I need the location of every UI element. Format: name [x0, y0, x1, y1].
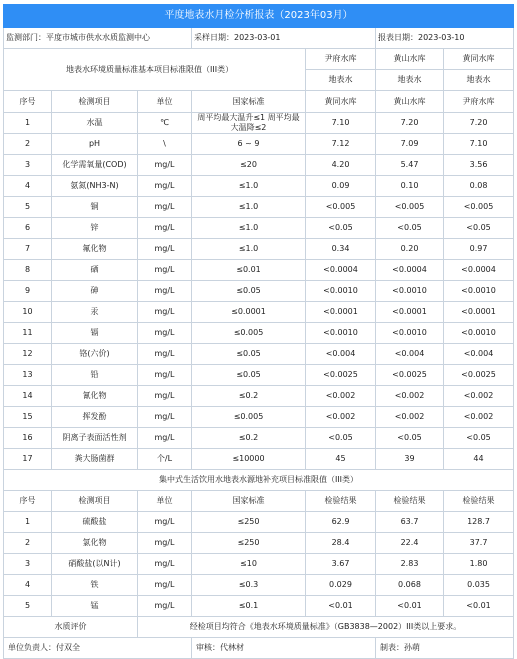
- table-cell: 2: [4, 134, 52, 155]
- table-cell: 化学需氧量(COD): [52, 155, 138, 176]
- table-cell: mg/L: [138, 512, 192, 533]
- table-cell: 5: [4, 596, 52, 617]
- report-title: 平度地表水月检分析报表（2023年03月）: [4, 5, 514, 28]
- table-cell: 3: [4, 155, 52, 176]
- table-cell: ≤0.05: [192, 365, 306, 386]
- table-cell: ≤0.2: [192, 428, 306, 449]
- table-cell: 粪大肠菌群: [52, 449, 138, 470]
- site-name-2: 黄山水库: [376, 49, 444, 70]
- table-cell: <0.0025: [306, 365, 376, 386]
- table-cell: ≤0.0001: [192, 302, 306, 323]
- table-cell: 铁: [52, 575, 138, 596]
- table-cell: mg/L: [138, 218, 192, 239]
- table-cell: <0.0025: [376, 365, 444, 386]
- table-cell: 22.4: [376, 533, 444, 554]
- table-cell: mg/L: [138, 365, 192, 386]
- table-cell: 0.035: [444, 575, 514, 596]
- site-type-2: 地表水: [376, 70, 444, 91]
- table-cell: 7.09: [376, 134, 444, 155]
- table-cell: 0.08: [444, 176, 514, 197]
- preparer: 制表：孙萌: [376, 638, 514, 659]
- table-cell: 39: [376, 449, 444, 470]
- table-cell: <0.0004: [444, 260, 514, 281]
- table-cell: 镉: [52, 323, 138, 344]
- table-cell: 7.10: [306, 113, 376, 134]
- table-cell: <0.0010: [376, 323, 444, 344]
- table-cell: \: [138, 134, 192, 155]
- table-cell: 0.10: [376, 176, 444, 197]
- table-cell: <0.01: [444, 596, 514, 617]
- table-row: [4, 575, 514, 596]
- column-header: 检验结果: [306, 491, 376, 512]
- table-cell: <0.004: [444, 344, 514, 365]
- table-cell: <0.0001: [306, 302, 376, 323]
- column-header: 检验结果: [376, 491, 444, 512]
- table-cell: 5.47: [376, 155, 444, 176]
- table-cell: <0.0004: [306, 260, 376, 281]
- report-table: [3, 4, 514, 659]
- table-cell: <0.002: [444, 386, 514, 407]
- table-cell: <0.002: [376, 386, 444, 407]
- table-cell: <0.0010: [444, 281, 514, 302]
- table-cell: <0.01: [376, 596, 444, 617]
- table-cell: 3.56: [444, 155, 514, 176]
- table-cell: <0.005: [444, 197, 514, 218]
- table-cell: mg/L: [138, 176, 192, 197]
- site-type-1: 地表水: [306, 70, 376, 91]
- table-cell: 氯化物: [52, 533, 138, 554]
- table-cell: 2: [4, 533, 52, 554]
- table-cell: 16: [4, 428, 52, 449]
- table-cell: mg/L: [138, 428, 192, 449]
- table-row: [4, 449, 514, 470]
- table-cell: <0.002: [444, 407, 514, 428]
- table-cell: <0.004: [376, 344, 444, 365]
- table-cell: 挥发酚: [52, 407, 138, 428]
- table-cell: mg/L: [138, 302, 192, 323]
- table-cell: ≤250: [192, 512, 306, 533]
- table-cell: mg/L: [138, 407, 192, 428]
- table-cell: <0.002: [376, 407, 444, 428]
- table-cell: mg/L: [138, 155, 192, 176]
- table-cell: <0.05: [306, 218, 376, 239]
- table-cell: 7.12: [306, 134, 376, 155]
- column-header: 单位: [138, 491, 192, 512]
- table-cell: 氨氮(NH3-N): [52, 176, 138, 197]
- table-row: [4, 407, 514, 428]
- table-cell: 砷: [52, 281, 138, 302]
- table-cell: mg/L: [138, 239, 192, 260]
- table-cell: 3: [4, 554, 52, 575]
- table-cell: ≤1.0: [192, 239, 306, 260]
- table-cell: 5: [4, 197, 52, 218]
- table-cell: ≤1.0: [192, 176, 306, 197]
- table-cell: 锌: [52, 218, 138, 239]
- table-cell: 铬(六价): [52, 344, 138, 365]
- table-cell: 3.67: [306, 554, 376, 575]
- column-header: 国家标准: [192, 491, 306, 512]
- column-header: 检测项目: [52, 491, 138, 512]
- table-cell: mg/L: [138, 344, 192, 365]
- table-cell: 0.09: [306, 176, 376, 197]
- sample-date: 采样日期：2023-03-01: [192, 28, 376, 49]
- table-cell: 6: [4, 218, 52, 239]
- table-cell: 62.9: [306, 512, 376, 533]
- table-row: [4, 323, 514, 344]
- table-cell: ≤20: [192, 155, 306, 176]
- table-cell: 7.20: [376, 113, 444, 134]
- table-cell: 13: [4, 365, 52, 386]
- table-cell: <0.0025: [444, 365, 514, 386]
- table-cell: <0.0010: [306, 323, 376, 344]
- table-cell: 氰化物: [52, 386, 138, 407]
- table-cell: 1.80: [444, 554, 514, 575]
- table-cell: 7.20: [444, 113, 514, 134]
- table-cell: <0.0001: [444, 302, 514, 323]
- table-cell: 周平均最大温升≤1 周平均最大温降≤2: [192, 113, 306, 134]
- table-cell: 汞: [52, 302, 138, 323]
- table-cell: ≤0.1: [192, 596, 306, 617]
- column-header: 序号: [4, 491, 52, 512]
- column-header: 国家标准: [192, 91, 306, 113]
- table-cell: <0.05: [444, 428, 514, 449]
- table-cell: 0.029: [306, 575, 376, 596]
- table-row: [4, 239, 514, 260]
- report: [3, 4, 513, 659]
- table-cell: 7.10: [444, 134, 514, 155]
- table-cell: <0.0004: [376, 260, 444, 281]
- table-cell: <0.0010: [306, 281, 376, 302]
- table-cell: ≤0.3: [192, 575, 306, 596]
- table-row: [4, 197, 514, 218]
- table-cell: mg/L: [138, 260, 192, 281]
- table-cell: ≤1.0: [192, 218, 306, 239]
- table-cell: 硫酸盐: [52, 512, 138, 533]
- table-row: [4, 260, 514, 281]
- table-cell: <0.002: [306, 407, 376, 428]
- table-row: [4, 365, 514, 386]
- table-cell: <0.005: [376, 197, 444, 218]
- table-cell: 1: [4, 113, 52, 134]
- reviewer: 审核：代林材: [192, 638, 376, 659]
- table-cell: <0.002: [306, 386, 376, 407]
- table-cell: 铜: [52, 197, 138, 218]
- table-cell: 9: [4, 281, 52, 302]
- table-cell: ≤250: [192, 533, 306, 554]
- table-cell: ≤0.005: [192, 407, 306, 428]
- table-cell: mg/L: [138, 596, 192, 617]
- table-cell: <0.05: [376, 428, 444, 449]
- table-cell: <0.0010: [376, 281, 444, 302]
- table-cell: 阴离子表面活性剂: [52, 428, 138, 449]
- section1-header-row: [4, 91, 514, 113]
- table-cell: 硒: [52, 260, 138, 281]
- table-cell: <0.05: [306, 428, 376, 449]
- table-cell: mg/L: [138, 281, 192, 302]
- table-cell: 氟化物: [52, 239, 138, 260]
- table-cell: 45: [306, 449, 376, 470]
- table-row: [4, 512, 514, 533]
- monitor-unit: 监测部门：平度市城市供水水质监测中心: [4, 28, 192, 49]
- table-cell: <0.05: [444, 218, 514, 239]
- table-row: [4, 176, 514, 197]
- table-row: [4, 302, 514, 323]
- table-cell: 0.34: [306, 239, 376, 260]
- table-cell: 0.068: [376, 575, 444, 596]
- report-date: 报表日期：2023-03-10: [376, 28, 514, 49]
- column-header: 尹府水库: [444, 91, 514, 113]
- table-cell: ≤10000: [192, 449, 306, 470]
- table-cell: 硝酸盐(以N计): [52, 554, 138, 575]
- table-cell: 铅: [52, 365, 138, 386]
- site-name-1: 尹府水库: [306, 49, 376, 70]
- table-cell: 28.4: [306, 533, 376, 554]
- column-header: 序号: [4, 91, 52, 113]
- table-row: [4, 533, 514, 554]
- table-cell: 0.97: [444, 239, 514, 260]
- table-cell: 水温: [52, 113, 138, 134]
- table-cell: ≤0.01: [192, 260, 306, 281]
- table-cell: 37.7: [444, 533, 514, 554]
- table-cell: 15: [4, 407, 52, 428]
- table-cell: 4.20: [306, 155, 376, 176]
- table-cell: <0.0010: [444, 323, 514, 344]
- table-cell: <0.05: [376, 218, 444, 239]
- section2-header-row: [4, 491, 514, 512]
- site-type-3: 地表水: [444, 70, 514, 91]
- table-cell: 10: [4, 302, 52, 323]
- table-cell: ℃: [138, 113, 192, 134]
- table-cell: 128.7: [444, 512, 514, 533]
- table-cell: mg/L: [138, 533, 192, 554]
- table-cell: 14: [4, 386, 52, 407]
- table-cell: ≤0.2: [192, 386, 306, 407]
- table-cell: ≤0.005: [192, 323, 306, 344]
- table-cell: 63.7: [376, 512, 444, 533]
- evaluation-label: 水质评价: [4, 617, 138, 638]
- table-row: [4, 218, 514, 239]
- table-cell: mg/L: [138, 197, 192, 218]
- table-row: [4, 596, 514, 617]
- table-cell: 17: [4, 449, 52, 470]
- table-cell: 44: [444, 449, 514, 470]
- table-row: [4, 113, 514, 134]
- table-row: [4, 134, 514, 155]
- table-row: [4, 386, 514, 407]
- table-cell: <0.01: [306, 596, 376, 617]
- table-cell: 1: [4, 512, 52, 533]
- column-header: 检验结果: [444, 491, 514, 512]
- column-header: 检测项目: [52, 91, 138, 113]
- site-name-3: 黄同水库: [444, 49, 514, 70]
- table-row: [4, 554, 514, 575]
- table-row: [4, 344, 514, 365]
- section1-heading: 地表水环境质量标准基本项目标准限值（III类）: [4, 49, 306, 91]
- section2-heading: 集中式生活饮用水地表水源地补充项目标准限值（III类）: [4, 470, 514, 491]
- table-cell: <0.005: [306, 197, 376, 218]
- table-cell: 11: [4, 323, 52, 344]
- table-row: [4, 155, 514, 176]
- table-row: [4, 428, 514, 449]
- table-cell: mg/L: [138, 554, 192, 575]
- table-cell: 6 ~ 9: [192, 134, 306, 155]
- column-header: 黄山水库: [376, 91, 444, 113]
- table-cell: 4: [4, 575, 52, 596]
- table-cell: <0.0001: [376, 302, 444, 323]
- table-row: [4, 281, 514, 302]
- table-cell: 锰: [52, 596, 138, 617]
- table-cell: pH: [52, 134, 138, 155]
- table-cell: 4: [4, 176, 52, 197]
- table-cell: mg/L: [138, 575, 192, 596]
- table-cell: ≤1.0: [192, 197, 306, 218]
- table-cell: 8: [4, 260, 52, 281]
- table-cell: mg/L: [138, 323, 192, 344]
- table-cell: 2.83: [376, 554, 444, 575]
- column-header: 黄同水库: [306, 91, 376, 113]
- evaluation-text: 经检项目均符合《地表水环境质量标准》（GB3838—2002）III类以上要求。: [138, 617, 514, 638]
- table-cell: <0.004: [306, 344, 376, 365]
- table-cell: ≤10: [192, 554, 306, 575]
- table-cell: ≤0.05: [192, 344, 306, 365]
- table-cell: 0.20: [376, 239, 444, 260]
- table-cell: ≤0.05: [192, 281, 306, 302]
- table-cell: 个/L: [138, 449, 192, 470]
- table-cell: mg/L: [138, 386, 192, 407]
- column-header: 单位: [138, 91, 192, 113]
- table-cell: 12: [4, 344, 52, 365]
- responsible-person: 单位负责人：付双全: [4, 638, 192, 659]
- table-cell: 7: [4, 239, 52, 260]
